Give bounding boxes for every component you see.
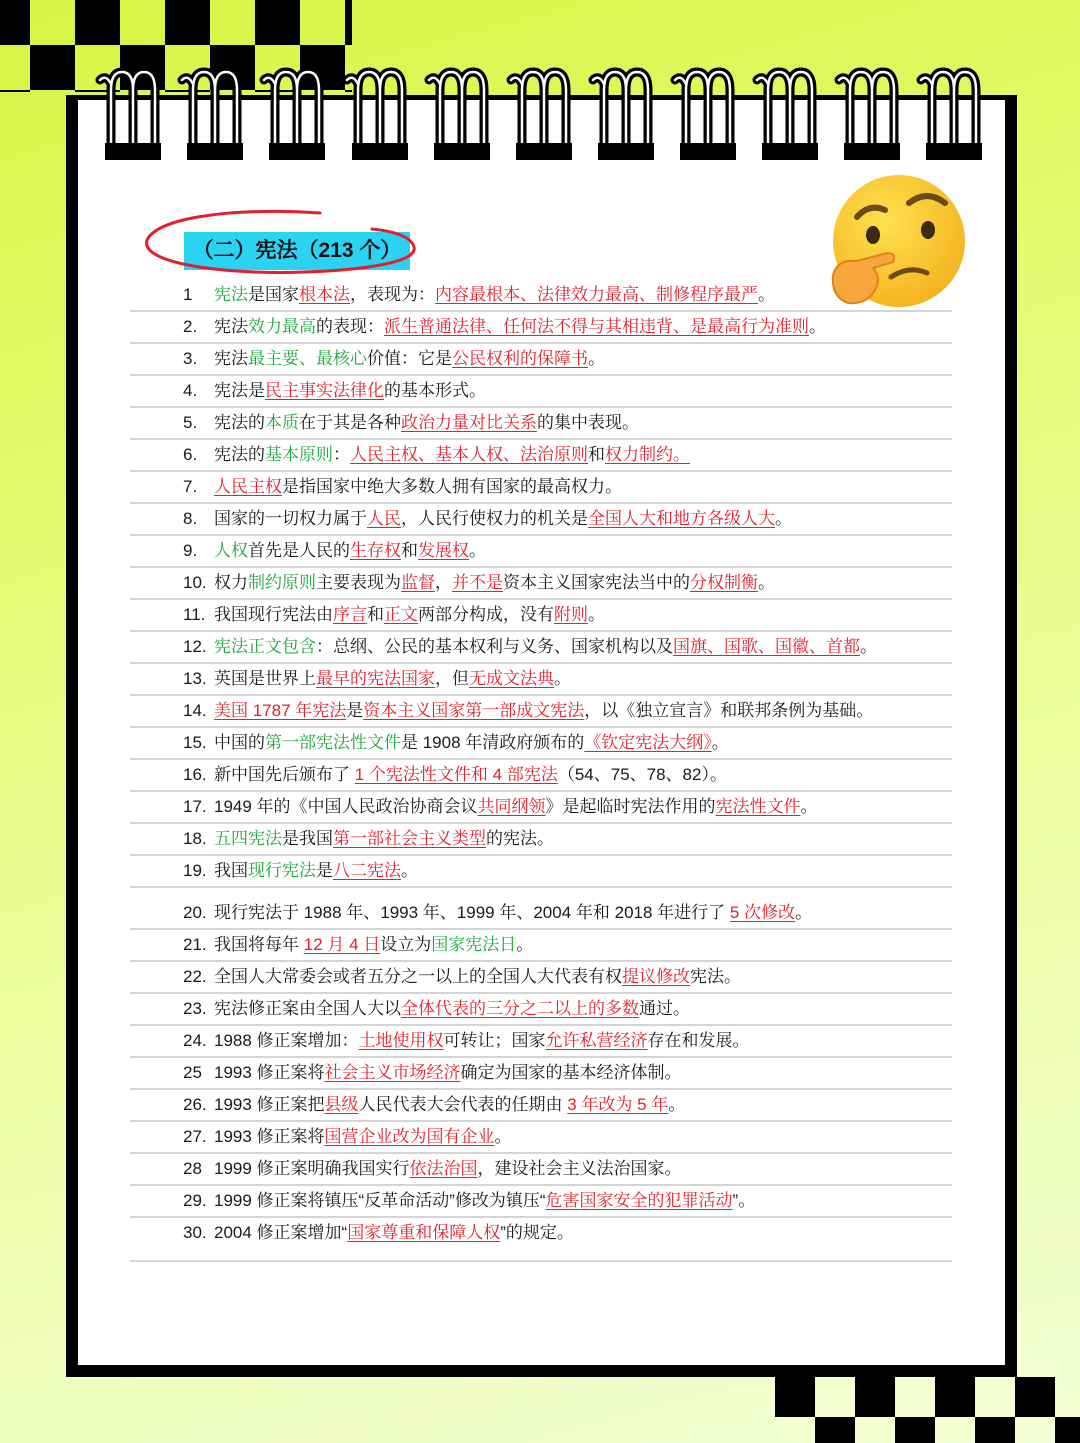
green-keyword: 本质 — [265, 413, 299, 432]
item-text — [214, 728, 729, 758]
red-key-point: 土地使用权 — [358, 1031, 444, 1050]
red-key-point: 派生普通法律、任何法不得与其相违背、是最高行为准则 — [384, 317, 809, 336]
spiral-binding — [0, 0, 1080, 170]
item-number: 23. — [183, 999, 207, 1018]
list-item — [130, 994, 952, 1026]
green-keyword: 宪法 — [214, 285, 248, 304]
item-number: 20. — [183, 903, 207, 922]
plain-text: ： — [333, 445, 350, 464]
red-circle-annotation — [130, 200, 430, 290]
list-item — [130, 504, 952, 536]
item-text — [214, 792, 818, 822]
item-text — [214, 280, 775, 310]
red-key-point: 全国人大和地方各级人大 — [588, 509, 775, 528]
red-key-point: 国旗、国歌、国徽、首都 — [673, 637, 860, 656]
item-text — [214, 312, 826, 342]
green-keyword: 最主要、最核心 — [248, 349, 367, 368]
red-key-point: 县级 — [324, 1095, 359, 1114]
plain-text: 是我国 — [282, 829, 333, 848]
plain-text: 。 — [758, 285, 775, 304]
spiral-ring-icon — [347, 72, 408, 160]
list-item — [130, 1026, 952, 1058]
plain-text: 。 — [758, 573, 775, 592]
item-number: 15. — [183, 733, 207, 752]
plain-text: ，人民行使权力的机关是 — [401, 509, 588, 528]
plain-text: 主要表现为 — [316, 573, 401, 592]
item-text — [214, 1186, 755, 1216]
plain-text: 和 — [401, 541, 418, 560]
plain-text: 宪法 — [214, 317, 248, 336]
item-text — [214, 1090, 685, 1120]
plain-text: 的宪法。 — [486, 829, 554, 848]
spiral-ring-icon — [429, 72, 490, 160]
green-keyword: 制约原则 — [248, 573, 316, 592]
plain-text: 1999 修正案将镇压“反革命活动”修改为镇压“ — [214, 1191, 546, 1210]
plain-text: 现行宪法于 1988 年、1993 年、1999 年、2004 年和 2018 年进行了 — [214, 903, 730, 922]
plain-text: 通过。 — [639, 999, 690, 1018]
plain-text: 1988 修正案增加： — [214, 1031, 359, 1050]
red-key-point: 监督 — [401, 573, 435, 592]
plain-text: 宪法 — [214, 349, 248, 368]
list-item — [130, 728, 952, 760]
plain-text: 。 — [775, 509, 792, 528]
list-item — [130, 856, 952, 888]
plain-text: 1999 修正案明确我国实行 — [214, 1159, 410, 1178]
red-key-point: 并不是 — [452, 573, 503, 592]
item-text — [214, 504, 792, 534]
item-text — [214, 408, 639, 438]
red-key-point: 危害国家安全的犯罪活动 — [545, 1191, 733, 1210]
plain-text: 我国现行宪法由 — [214, 605, 333, 624]
item-number: 2. — [183, 317, 198, 336]
item-text — [214, 1154, 682, 1184]
spiral-ring-icon — [675, 72, 736, 160]
item-number: 18. — [183, 829, 207, 848]
plain-text: 的表现： — [316, 317, 384, 336]
plain-text: 宪法的 — [214, 445, 265, 464]
red-key-point: 美国 1787 年宪法 — [214, 701, 347, 720]
plain-text: 。 — [469, 541, 486, 560]
spiral-ring-icon — [182, 72, 243, 160]
item-text — [214, 536, 486, 566]
plain-text: ：总纲、公民的基本权利与义务、国家机构以及 — [316, 637, 673, 656]
red-key-point: 全体代表的三分之二以上的多数 — [401, 999, 639, 1018]
list-item — [130, 792, 952, 824]
list-item — [130, 1122, 952, 1154]
list-item — [130, 824, 952, 856]
red-key-point: 民主事实法律化 — [265, 381, 384, 400]
plain-text: 我国将每年 — [214, 935, 304, 954]
red-key-point: 内容最根本、法律效力最高、制修程序最严 — [435, 285, 758, 304]
list-item — [130, 1218, 952, 1262]
plain-text: 。 — [588, 605, 605, 624]
red-key-point: 权力制约。 — [605, 445, 690, 464]
plain-text: 价值：它是 — [367, 349, 452, 368]
red-key-point: 人民主权 — [214, 477, 282, 496]
item-number: 11. — [183, 605, 206, 624]
red-key-point: 八二宪法 — [333, 861, 401, 880]
plain-text: 中国的 — [214, 733, 265, 752]
green-keyword: 效力最高 — [248, 317, 316, 336]
list-item — [130, 696, 952, 728]
item-number: 30. — [183, 1223, 207, 1242]
section-title: （二）宪法（213 个） — [192, 239, 402, 262]
item-text — [214, 344, 605, 374]
list-item — [130, 600, 952, 632]
red-key-point: 12 月 4 日 — [303, 935, 381, 954]
plain-text: 是 1908 年清政府颁布的 — [401, 733, 585, 752]
list-item — [130, 1090, 952, 1122]
spiral-ring-icon — [100, 72, 161, 160]
item-text — [214, 898, 812, 928]
item-number: 7. — [183, 477, 198, 496]
list-item — [130, 312, 952, 344]
plain-text: ， — [435, 573, 452, 592]
plain-text: 新中国先后颁布了 — [214, 765, 355, 784]
plain-text: 宪法修正案由全国人大以 — [214, 999, 401, 1018]
red-key-point: 分权制衡 — [690, 573, 758, 592]
red-key-point: 正文 — [384, 605, 418, 624]
red-key-point: 无成文法典 — [469, 669, 554, 688]
plain-text: 我国 — [214, 861, 248, 880]
item-text — [214, 1122, 512, 1152]
list-item — [130, 472, 952, 504]
item-number: 6. — [183, 445, 198, 464]
item-number: 17. — [183, 797, 207, 816]
item-number: 5. — [183, 413, 198, 432]
spiral-ring-icon — [839, 72, 900, 160]
item-text — [214, 994, 690, 1024]
item-number: 29. — [183, 1191, 207, 1210]
item-text — [214, 568, 775, 598]
item-text — [214, 856, 418, 886]
spiral-ring-icon — [593, 72, 654, 160]
plain-text: 1993 修正案将 — [214, 1127, 325, 1146]
item-number: 27. — [183, 1127, 207, 1146]
plain-text: 国家的一切权力属于 — [214, 509, 367, 528]
item-number: 24. — [183, 1031, 207, 1050]
item-number: 8. — [183, 509, 198, 528]
plain-text: 。 — [860, 637, 877, 656]
spiral-ring-icon — [757, 72, 818, 160]
item-number: 10. — [183, 573, 207, 592]
list-item — [130, 408, 952, 440]
item-number: 28 — [183, 1159, 202, 1178]
item-text — [214, 440, 690, 470]
item-text — [214, 760, 727, 790]
plain-text: 宪法是 — [214, 381, 265, 400]
plain-text: ，以《独立宣言》和联邦条例为基础。 — [584, 701, 874, 720]
plain-text: ，表现为： — [350, 285, 435, 304]
plain-text: ，但 — [435, 669, 469, 688]
plain-text: 1993 修正案把 — [214, 1095, 325, 1114]
red-key-point: 第一部社会主义类型 — [333, 829, 486, 848]
plain-text: 》是起临时宪法作用的 — [545, 797, 716, 816]
red-key-point: 公民权利的保障书 — [452, 349, 588, 368]
plain-text: 首先是人民的 — [248, 541, 350, 560]
green-keyword: 国家宪法日 — [431, 935, 517, 954]
item-number: 22. — [183, 967, 207, 986]
plain-text: 资本主义国家宪法当中的 — [503, 573, 690, 592]
red-key-point: 最早的宪法国家 — [316, 669, 435, 688]
item-number: 12. — [183, 637, 207, 656]
list-item — [130, 1154, 952, 1186]
plain-text: ”的规定。 — [500, 1223, 574, 1242]
item-text — [214, 1026, 750, 1056]
red-key-point: 政治力量对比关系 — [401, 413, 537, 432]
red-key-point: 5 次修改 — [729, 903, 796, 922]
list-item — [130, 536, 952, 568]
red-key-point: 根本法 — [299, 285, 350, 304]
red-key-point: 资本主义国家第一部成文宪法 — [363, 701, 585, 720]
green-keyword: 第一部宪法性文件 — [265, 733, 401, 752]
plain-text: 。 — [554, 669, 571, 688]
red-key-point: 《钦定宪法大纲》 — [584, 733, 712, 752]
list-item — [130, 280, 952, 312]
red-key-point: 提议修改 — [622, 967, 690, 986]
checkerboard-decoration-bottom — [775, 1377, 1080, 1443]
green-keyword: 人权 — [214, 541, 248, 560]
spiral-ring-icon — [921, 72, 982, 160]
list-item — [130, 760, 952, 792]
item-text — [214, 930, 533, 960]
item-text — [214, 1218, 574, 1248]
list-item — [130, 664, 952, 696]
plain-text: 宪法的 — [214, 413, 265, 432]
red-key-point: 允许私营经济 — [545, 1031, 648, 1050]
item-text — [214, 824, 554, 854]
plain-text: （54、75、78、82）。 — [557, 765, 727, 784]
red-key-point: 1 个宪法性文件和 4 部宪法 — [354, 765, 558, 784]
list-item — [130, 930, 952, 962]
plain-text: 2004 修正案增加“ — [214, 1223, 348, 1242]
plain-text: 是 — [346, 701, 364, 720]
item-text — [214, 376, 486, 406]
plain-text: 。 — [494, 1127, 512, 1146]
list-item — [130, 568, 952, 600]
plain-text: 两部分构成，没有 — [418, 605, 554, 624]
constitution-list — [130, 280, 952, 1262]
item-number: 13. — [183, 669, 207, 688]
plain-text: 宪法。 — [690, 967, 741, 986]
plain-text: 。 — [711, 733, 729, 752]
item-text — [214, 962, 741, 992]
list-item — [130, 376, 952, 408]
item-number: 9. — [183, 541, 198, 560]
item-number: 4. — [183, 381, 198, 400]
item-number: 3. — [183, 349, 198, 368]
plain-text: 存在和发展。 — [647, 1031, 750, 1050]
red-key-point: 依法治国 — [409, 1159, 478, 1178]
red-key-point: 社会主义市场经济 — [324, 1063, 461, 1082]
red-key-point: 生存权 — [350, 541, 401, 560]
plain-text: 。 — [809, 317, 826, 336]
red-key-point: 3 年改为 5 年 — [567, 1095, 669, 1114]
red-key-point: 共同纲领 — [477, 797, 546, 816]
item-text — [214, 664, 571, 694]
green-keyword: 五四宪法 — [214, 829, 282, 848]
plain-text: 的集中表现。 — [537, 413, 639, 432]
red-key-point: 人民主权、基本人权、法治原则 — [350, 445, 588, 464]
plain-text: 。 — [588, 349, 605, 368]
list-item — [130, 898, 952, 930]
item-text — [214, 1058, 682, 1088]
item-number: 14. — [183, 701, 207, 720]
list-item — [130, 632, 952, 664]
item-text — [214, 600, 605, 630]
list-item — [130, 962, 952, 994]
plain-text: 。 — [795, 903, 813, 922]
item-number: 1 — [183, 285, 193, 304]
plain-text: 1993 修正案将 — [214, 1063, 325, 1082]
item-text — [214, 632, 877, 662]
item-text — [214, 472, 622, 502]
plain-text: 人民代表大会代表的任期由 — [358, 1095, 568, 1114]
plain-text: 的基本形式。 — [384, 381, 486, 400]
item-number: 19. — [183, 861, 207, 880]
green-keyword: 基本原则 — [265, 445, 333, 464]
item-number: 26. — [183, 1095, 207, 1114]
item-text — [214, 696, 873, 726]
item-number: 21. — [183, 935, 207, 954]
spiral-ring-icon — [511, 72, 572, 160]
plain-text: 是 — [316, 861, 333, 880]
red-key-point: 宪法性文件 — [715, 797, 801, 816]
plain-text: 。 — [668, 1095, 686, 1114]
red-key-point: 国家尊重和保障人权 — [347, 1223, 501, 1242]
plain-text: 1949 年的《中国人民政治协商会议 — [214, 797, 478, 816]
red-key-point: 附则 — [554, 605, 588, 624]
red-key-point: 发展权 — [418, 541, 469, 560]
spiral-ring-icon — [264, 72, 325, 160]
list-item — [130, 1058, 952, 1090]
plain-text: ”。 — [732, 1191, 756, 1210]
plain-text: 是指国家中绝大多数人拥有国家的最高权力。 — [282, 477, 622, 496]
list-item — [130, 440, 952, 472]
red-key-point: 国营企业改为国有企业 — [324, 1127, 495, 1146]
plain-text: 确定为国家的基本经济体制。 — [460, 1063, 682, 1082]
red-key-point: 人民 — [367, 509, 401, 528]
plain-text: ，建设社会主义法治国家。 — [477, 1159, 682, 1178]
plain-text: 。 — [516, 935, 534, 954]
list-item — [130, 1186, 952, 1218]
plain-text: 设立为 — [380, 935, 432, 954]
plain-text: 可转让；国家 — [443, 1031, 546, 1050]
plain-text: 是国家 — [248, 285, 299, 304]
plain-text: 。 — [401, 861, 418, 880]
red-key-point: 序言 — [333, 605, 367, 624]
plain-text: 权力 — [214, 573, 248, 592]
list-item — [130, 344, 952, 376]
plain-text: 全国人大常委会或者五分之一以上的全国人大代表有权 — [214, 967, 622, 986]
green-keyword: 宪法正文包含 — [214, 637, 316, 656]
item-number: 16. — [183, 765, 207, 784]
plain-text: 。 — [800, 797, 818, 816]
item-number: 25 — [183, 1063, 202, 1082]
plain-text: 和 — [588, 445, 605, 464]
plain-text: 英国是世界上 — [214, 669, 316, 688]
plain-text: 和 — [367, 605, 384, 624]
plain-text: 在于其是各种 — [299, 413, 401, 432]
green-keyword: 现行宪法 — [248, 861, 316, 880]
